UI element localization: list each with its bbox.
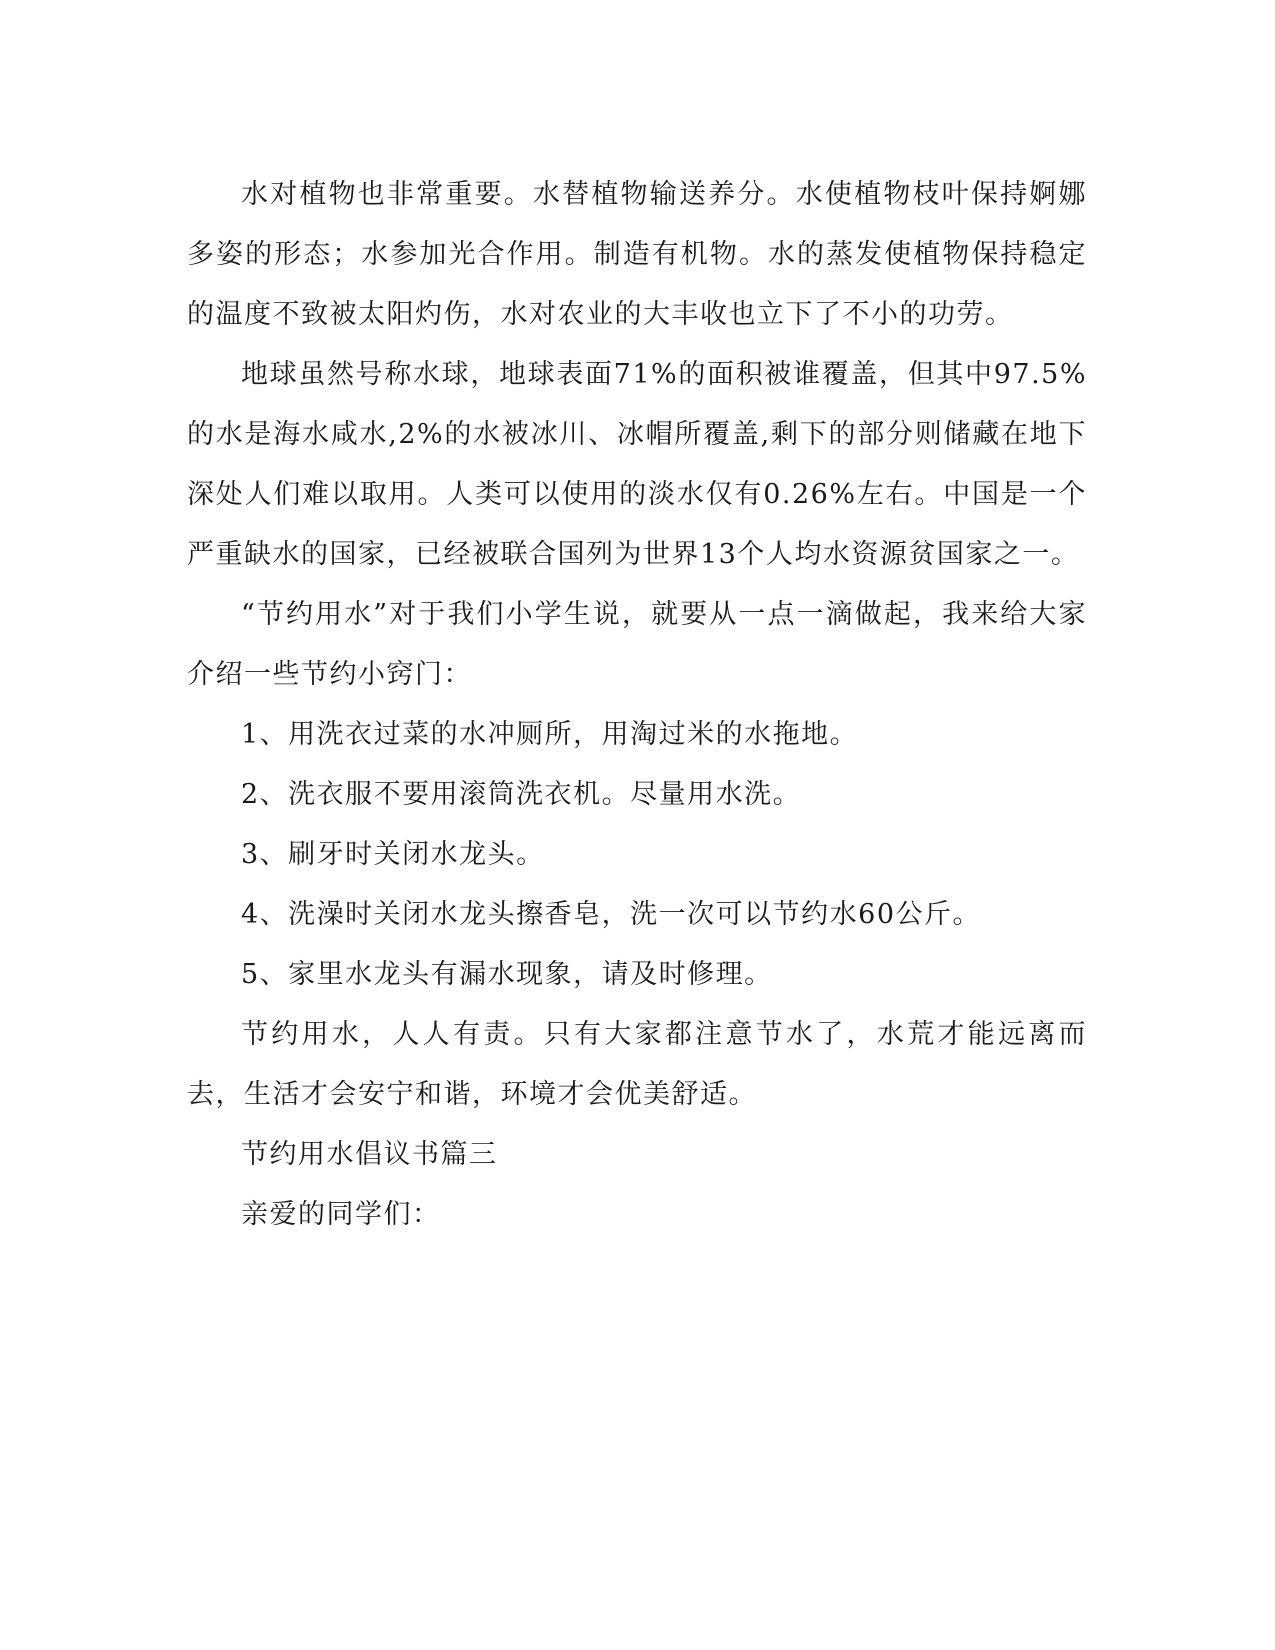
section-heading: 节约用水倡议书篇三: [241, 1139, 498, 1170]
list-item-tip-1: 1、用洗衣过菜的水冲厕所，用淘过米的水拖地。: [241, 719, 859, 750]
document-body: [187, 165, 1087, 1245]
list-item-tip-4: 4、洗澡时关闭水龙头擦香皂，洗一次可以节约水60公斤。: [241, 899, 982, 930]
list-item-tip-3: 3、刷牙时关闭水龙头。: [241, 839, 545, 870]
paragraph-conclusion: 节约用水，人人有责。只有大家都注意节水了，水荒才能远离而去，生活才会安宁和谐，环境才会优美舒适。: [187, 1019, 1087, 1110]
paragraph-earth-water: 地球虽然号称水球，地球表面71%的面积被谁覆盖，但其中97.5%的水是海水咸水,2%的水被冰川、冰帽所覆盖,剩下的部分则储藏在地下深处人们难以取用。人类可以使用的淡水仅有0.26%左右。中国是一个严重缺水的国家，已经被联合国列为世界13个人均水资源贫国家之一。: [187, 359, 1087, 570]
list-item-tip-2: 2、洗衣服不要用滚筒洗衣机。尽量用水洗。: [241, 779, 802, 810]
list-item-tip-5: 5、家里水龙头有漏水现象，请及时修理。: [241, 959, 773, 990]
paragraph-plant-water: 水对植物也非常重要。水替植物输送养分。水使植物枝叶保持婀娜多姿的形态；水参加光合作用。制造有机物。水的蒸发使植物保持稳定的温度不致被太阳灼伤，水对农业的大丰收也立下了不小的功劳。: [187, 179, 1087, 330]
paragraph-tips-intro: “节约用水”对于我们小学生说，就要从一点一滴做起，我来给大家介绍一些节约小窍门：: [187, 599, 1087, 690]
salutation: 亲爱的同学们：: [241, 1199, 441, 1230]
